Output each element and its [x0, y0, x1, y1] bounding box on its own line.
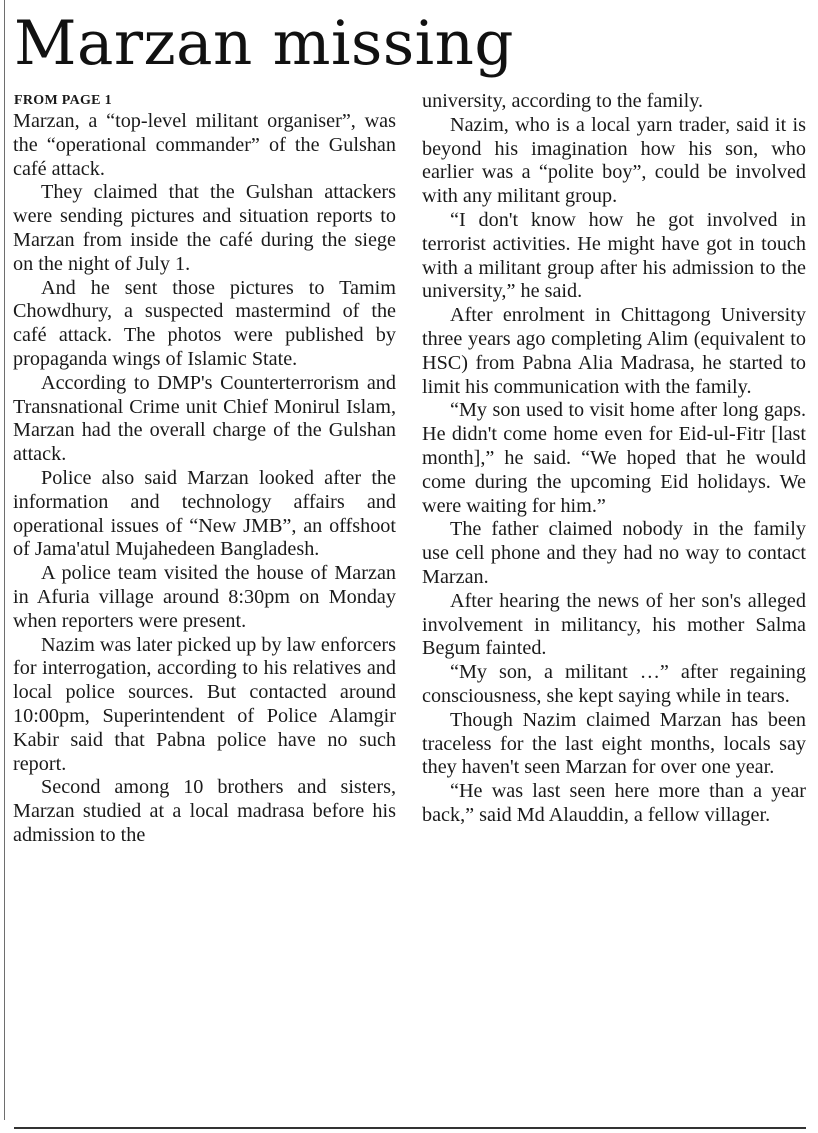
bottom-rule: [14, 1127, 806, 1129]
right-column: [422, 90, 806, 828]
paragraph: A police team visited the house of Marzan in Afuria village around 8:30pm on Monday when reporters were present.: [13, 562, 396, 632]
left-column-rule: [4, 0, 5, 1120]
paragraph: Marzan, a “top-level militant organiser”, was the “operational commander” of the Gulshan café attack.: [13, 110, 396, 180]
paragraph: And he sent those pictures to Tamim Chowdhury, a suspected mastermind of the café attack. The photos were published by propaganda wings of Islamic State.: [13, 276, 396, 370]
paragraph: “My son, a militant …” after regaining consciousness, she kept saying while in tears.: [422, 661, 806, 707]
paragraph: The father claimed nobody in the family use cell phone and they had no way to contact Marzan.: [422, 518, 806, 588]
paragraph: “I don't know how he got involved in terrorist activities. He might have got in touch with a militant group after his admission to the university,” he said.: [422, 208, 806, 303]
paragraph: “My son used to visit home after long gaps. He didn't come home even for Eid-ul-Fitr [last month],” he said. “We hoped that he would come during the upcoming Eid holidays. We were waiting for him.”: [422, 399, 806, 517]
paragraph: university, according to the family.: [422, 90, 704, 112]
paragraph: They claimed that the Gulshan attackers were sending pictures and situation reports to Marzan from inside the café during the siege on the night of July 1.: [13, 181, 396, 275]
paragraph: Nazim was later picked up by law enforcers for interrogation, according to his relatives and local police sources. But contacted around 10:00pm, Superintendent of Police Alamgir Kabir said that Pabna police have no such report.: [13, 633, 396, 775]
paragraph: After hearing the news of her son's alleged involvement in militancy, his mother Salma Begum fainted.: [422, 589, 806, 660]
paragraph: According to DMP's Counterterrorism and Transnational Crime unit Chief Monirul Islam, Marzan had the overall charge of the Gulshan attack.: [13, 371, 396, 466]
left-column: [13, 92, 396, 848]
paragraph: Nazim, who is a local yarn trader, said it is beyond his imagination how his son, who earlier was a “polite boy”, could be involved with any militant group.: [422, 113, 806, 208]
jump-kicker: FROM PAGE 1: [14, 93, 112, 108]
paragraph: Police also said Marzan looked after the information and technology affairs and operational issues of “New JMB”, an offshoot of Jama'atul Mujahedeen Bangladesh.: [13, 466, 396, 561]
headline: Marzan missing: [14, 8, 514, 79]
paragraph: “He was last seen here more than a year back,” said Md Alauddin, a fellow villager.: [422, 780, 806, 826]
paragraph: Though Nazim claimed Marzan has been traceless for the last eight months, locals say they haven't seen Marzan for over one year.: [422, 708, 806, 779]
paragraph: After enrolment in Chittagong University three years ago completing Alim (equivalent to HSC) from Pabna Alia Madrasa, he started to limit his communication with the family.: [422, 304, 806, 398]
paragraph: Second among 10 brothers and sisters, Marzan studied at a local madrasa before his admission to the: [13, 776, 396, 846]
